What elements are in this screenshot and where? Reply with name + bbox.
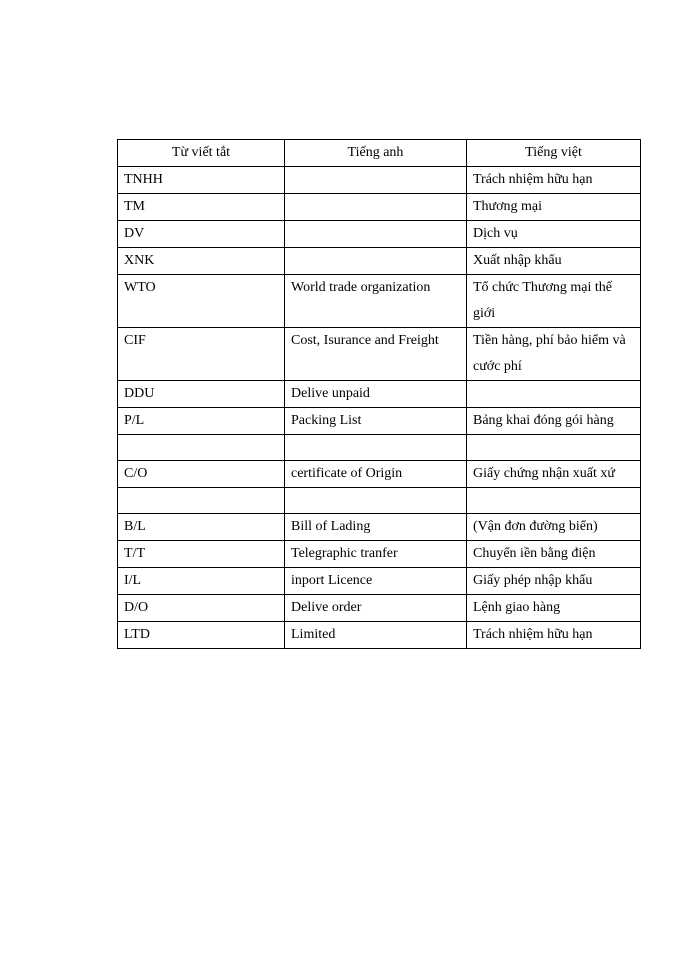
cell-vietnamese: Chuyển iền bằng điện <box>467 541 641 568</box>
cell-abbreviation: CIF <box>118 328 285 381</box>
cell-english: Bill of Lading <box>285 514 467 541</box>
cell-english <box>285 248 467 275</box>
table-row-empty <box>118 488 641 514</box>
cell-vietnamese: Trách nhiệm hữu hạn <box>467 622 641 649</box>
table-row <box>118 194 641 221</box>
table-row <box>118 541 641 568</box>
table-row <box>118 622 641 649</box>
cell-abbreviation: I/L <box>118 568 285 595</box>
cell-english: Delive unpaid <box>285 381 467 408</box>
table-row <box>118 248 641 275</box>
abbreviation-table <box>117 139 641 649</box>
table-row <box>118 595 641 622</box>
header-english: Tiếng anh <box>285 140 467 167</box>
cell-abbreviation: DV <box>118 221 285 248</box>
cell-vietnamese: Dịch vụ <box>467 221 641 248</box>
cell-vietnamese: Lệnh giao hàng <box>467 595 641 622</box>
cell-vietnamese: Tiền hàng, phí bảo hiểm và cước phí <box>467 328 641 381</box>
cell-abbreviation: TNHH <box>118 167 285 194</box>
cell-vietnamese: Thương mại <box>467 194 641 221</box>
cell-english: certificate of Origin <box>285 461 467 488</box>
cell-vietnamese: (Vận đơn đường biển) <box>467 514 641 541</box>
cell-english <box>285 167 467 194</box>
cell-english <box>285 221 467 248</box>
table-row-empty <box>118 435 641 461</box>
cell-abbreviation: WTO <box>118 275 285 328</box>
header-abbreviation: Từ viết tắt <box>118 140 285 167</box>
cell-english: Packing List <box>285 408 467 435</box>
cell-abbreviation <box>118 488 285 514</box>
cell-abbreviation <box>118 435 285 461</box>
cell-vietnamese: Trách nhiệm hữu hạn <box>467 167 641 194</box>
cell-vietnamese: Giấy chứng nhận xuất xứ <box>467 461 641 488</box>
table-row <box>118 167 641 194</box>
header-vietnamese: Tiếng việt <box>467 140 641 167</box>
cell-english: Telegraphic tranfer <box>285 541 467 568</box>
cell-vietnamese: Tổ chức Thương mại thế giới <box>467 275 641 328</box>
cell-vietnamese: Xuất nhập khẩu <box>467 248 641 275</box>
table-row <box>118 514 641 541</box>
cell-english: Limited <box>285 622 467 649</box>
table-row <box>118 328 641 381</box>
cell-abbreviation: DDU <box>118 381 285 408</box>
cell-english: Cost, Isurance and Freight <box>285 328 467 381</box>
cell-english: World trade organization <box>285 275 467 328</box>
cell-vietnamese <box>467 488 641 514</box>
cell-abbreviation: TM <box>118 194 285 221</box>
cell-english: inport Licence <box>285 568 467 595</box>
table-row <box>118 461 641 488</box>
cell-vietnamese <box>467 381 641 408</box>
cell-vietnamese <box>467 435 641 461</box>
cell-abbreviation: LTD <box>118 622 285 649</box>
cell-abbreviation: T/T <box>118 541 285 568</box>
cell-english <box>285 488 467 514</box>
cell-english <box>285 194 467 221</box>
table-row <box>118 568 641 595</box>
cell-abbreviation: D/O <box>118 595 285 622</box>
cell-abbreviation: XNK <box>118 248 285 275</box>
cell-abbreviation: C/O <box>118 461 285 488</box>
table-row <box>118 275 641 328</box>
cell-abbreviation: P/L <box>118 408 285 435</box>
cell-vietnamese: Giấy phép nhập khẩu <box>467 568 641 595</box>
table-header-row <box>118 140 641 167</box>
table-row <box>118 381 641 408</box>
table-row <box>118 221 641 248</box>
cell-abbreviation: B/L <box>118 514 285 541</box>
cell-vietnamese: Bảng khai đóng gói hàng <box>467 408 641 435</box>
cell-english: Delive order <box>285 595 467 622</box>
table-row <box>118 408 641 435</box>
cell-english <box>285 435 467 461</box>
